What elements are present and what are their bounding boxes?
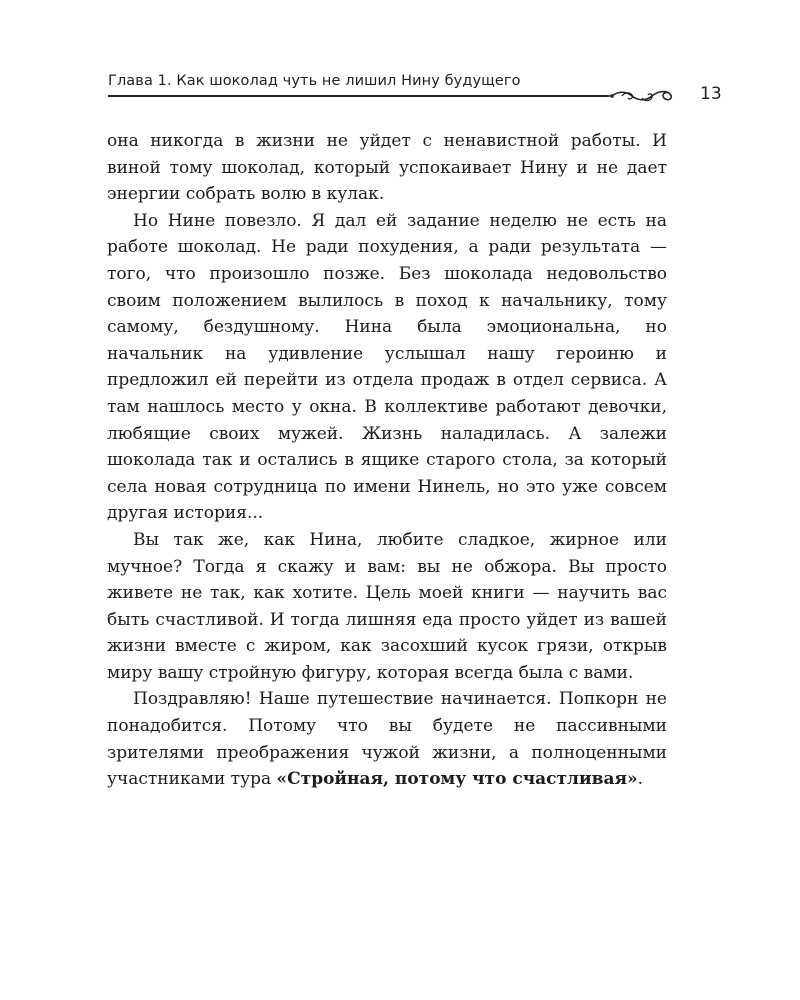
- paragraph-3: Вы так же, как Нина, любите сладкое, жирное или мучное? Тогда я скажу и вам: вы не обжора. Вы просто живете не так, как хотите. Цель моей книги — научить вас быть счастливой. И тогда лишняя еда просто уйдет из вашей жизни вместе с жиром, как засохший кусок грязи, открыв миру вашу стройную фигуру, которая всегда была с вами.: [107, 529, 667, 683]
- page-number: 13: [700, 84, 722, 104]
- paragraph-4: [107, 686, 667, 792]
- paragraph-4-end: .: [637, 769, 644, 790]
- chapter-running-title: Глава 1. Как шоколад чуть не лишил Нину будущего: [108, 73, 521, 89]
- paragraph-4-text: Поздравляю! Наше путешествие начинается. Попкорн не понадобится. Потому что вы будете не пассивными зрителями преображения чужой жизни, а полноценными участниками тура: [107, 689, 667, 790]
- body-text: [107, 128, 667, 793]
- running-head: [108, 73, 668, 101]
- paragraph-1: она никогда в жизни не уйдет с ненавистной работы. И виной тому шоколад, который успокаивает Нину и не дает энергии собрать волю в кулак.: [107, 131, 667, 205]
- paragraph-2: Но Нине повезло. Я дал ей задание неделю не есть на работе шоколад. Не ради похудения, а ради результата — того, что произошло позже. Без шоколада недовольство своим положением вылилось в поход к начальнику, тому самому, бездушному. Нина была эмоциональна, но начальник на удивление услышал нашу героиню и предложил ей перейти из отдела продаж в отдел сервиса. А там нашлось место у окна. В коллективе работают девочки, любящие своих мужей. Жизнь наладилась. А залежи шоколада так и остались в ящике старого стола, за который села новая сотрудница по имени Нинель, но это уже совсем другая история...: [107, 210, 667, 524]
- flourish-ornament-icon: [598, 81, 678, 107]
- tour-title-bold: «Стройная, потому что счастливая»: [276, 769, 638, 790]
- header-rule: [108, 95, 608, 97]
